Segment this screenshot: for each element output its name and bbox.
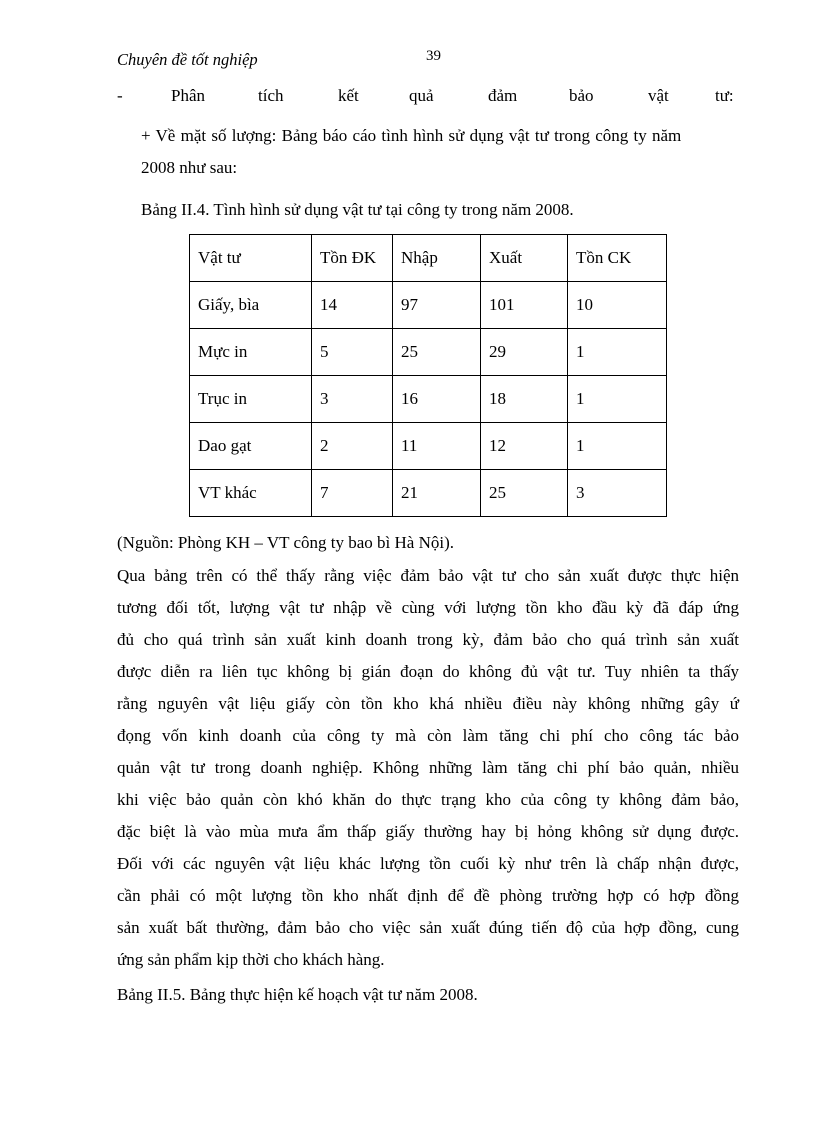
analysis-paragraph-line: sản xuất bất thường, đảm bảo cho việc sản xuất đúng tiến độ của hợp đồng, cung bbox=[117, 918, 739, 937]
analysis-paragraph-line: cần phải có một lượng tồn kho nhất định để đề phòng trường hợp có hợp đồng bbox=[117, 886, 739, 905]
table-cell: 3 bbox=[568, 470, 667, 517]
table-header-row bbox=[190, 235, 667, 282]
heading-word: quả bbox=[409, 86, 434, 105]
table-row bbox=[190, 329, 667, 376]
heading-word: tư: bbox=[715, 86, 734, 105]
bullet-marker: - bbox=[117, 86, 123, 105]
table-cell: 14 bbox=[312, 282, 393, 329]
table-cell: 12 bbox=[481, 423, 568, 470]
table-cell: 1 bbox=[568, 423, 667, 470]
table-caption: Bảng II.4. Tình hình sử dụng vật tư tại công ty trong năm 2008. bbox=[141, 200, 574, 219]
analysis-paragraph-line: đặc biệt là vào mùa mưa ẩm thấp giấy thường hay bị hỏng không sử dụng được. bbox=[117, 822, 739, 841]
page-number: 39 bbox=[426, 48, 441, 64]
table-header-cell: Nhập bbox=[393, 235, 481, 282]
heading-word: vật bbox=[648, 86, 669, 105]
table-cell: 29 bbox=[481, 329, 568, 376]
table-header-cell: Tồn CK bbox=[568, 235, 667, 282]
table-cell: 2 bbox=[312, 423, 393, 470]
table-row bbox=[190, 376, 667, 423]
table-cell: 7 bbox=[312, 470, 393, 517]
heading-word: tích bbox=[258, 86, 284, 105]
table-cell: 25 bbox=[393, 329, 481, 376]
heading-word: bảo bbox=[569, 86, 594, 105]
table-cell: 97 bbox=[393, 282, 481, 329]
table-caption: Bảng II.5. Bảng thực hiện kế hoạch vật tư năm 2008. bbox=[117, 985, 478, 1004]
table-row bbox=[190, 423, 667, 470]
table-cell: 1 bbox=[568, 329, 667, 376]
analysis-paragraph-line: đủ cho quá trình sản xuất kinh doanh trong kỳ, đảm bảo cho quá trình sản xuất bbox=[117, 630, 739, 649]
table-cell: 11 bbox=[393, 423, 481, 470]
table-cell: Mực in bbox=[190, 329, 312, 376]
heading-word: kết bbox=[338, 86, 359, 105]
table-cell: 16 bbox=[393, 376, 481, 423]
analysis-paragraph-line: Đối với các nguyên vật liệu khác lượng tồn cuối kỳ như trên là chấp nhận được, bbox=[117, 854, 739, 873]
analysis-paragraph-line: tương đối tốt, lượng vật tư nhập về cùng với lượng tồn kho đầu kỳ đã đáp ứng bbox=[117, 598, 739, 617]
table-source-note: (Nguồn: Phòng KH – VT công ty bao bì Hà Nội). bbox=[117, 533, 454, 552]
table-cell: 3 bbox=[312, 376, 393, 423]
table-cell: Giấy, bìa bbox=[190, 282, 312, 329]
table-cell: 21 bbox=[393, 470, 481, 517]
analysis-paragraph-line: quản vật tư trong doanh nghiệp. Không những làm tăng chi phí bảo quản, nhiều bbox=[117, 758, 739, 777]
table-cell: 1 bbox=[568, 376, 667, 423]
table-cell: VT khác bbox=[190, 470, 312, 517]
table-header-cell: Xuất bbox=[481, 235, 568, 282]
table-cell: 25 bbox=[481, 470, 568, 517]
table-cell: 5 bbox=[312, 329, 393, 376]
heading-word: Phân bbox=[171, 86, 205, 105]
analysis-paragraph-last-line: ứng sản phẩm kịp thời cho khách hàng. bbox=[117, 950, 385, 969]
quantity-paragraph-line: 2008 như sau: bbox=[141, 158, 238, 177]
table-cell: Trục in bbox=[190, 376, 312, 423]
table-cell: 18 bbox=[481, 376, 568, 423]
table-cell: Dao gạt bbox=[190, 423, 312, 470]
heading-word: đảm bbox=[488, 86, 518, 105]
analysis-paragraph-line: Qua bảng trên có thể thấy rằng việc đảm bảo vật tư cho sản xuất được thực hiện bbox=[117, 566, 739, 585]
table-row bbox=[190, 470, 667, 517]
table-cell: 101 bbox=[481, 282, 568, 329]
analysis-paragraph-line: khi việc bảo quản còn khó khăn do thực trạng kho của công ty không đảm bảo, bbox=[117, 790, 739, 809]
analysis-paragraph-line: rằng nguyên vật liệu giấy còn tồn kho khá nhiều điều này không những gây ứ bbox=[117, 694, 739, 713]
table-header-cell: Vật tư bbox=[190, 235, 312, 282]
table-header-cell: Tồn ĐK bbox=[312, 235, 393, 282]
section-bullet-heading bbox=[117, 86, 739, 110]
document-header-title: Chuyên đề tốt nghiệp bbox=[117, 50, 258, 69]
table-cell: 10 bbox=[568, 282, 667, 329]
material-usage-table bbox=[189, 234, 667, 517]
analysis-paragraph-line: được diễn ra liên tục không bị gián đoạn do không đủ vật tư. Tuy nhiên ta thấy bbox=[117, 662, 739, 681]
quantity-paragraph-line: + Về mặt số lượng: Bảng báo cáo tình hình sử dụng vật tư trong công ty năm bbox=[141, 126, 682, 145]
analysis-paragraph-line: đọng vốn kinh doanh của công ty mà còn làm tăng chi phí cho công tác bảo bbox=[117, 726, 739, 745]
table-row bbox=[190, 282, 667, 329]
